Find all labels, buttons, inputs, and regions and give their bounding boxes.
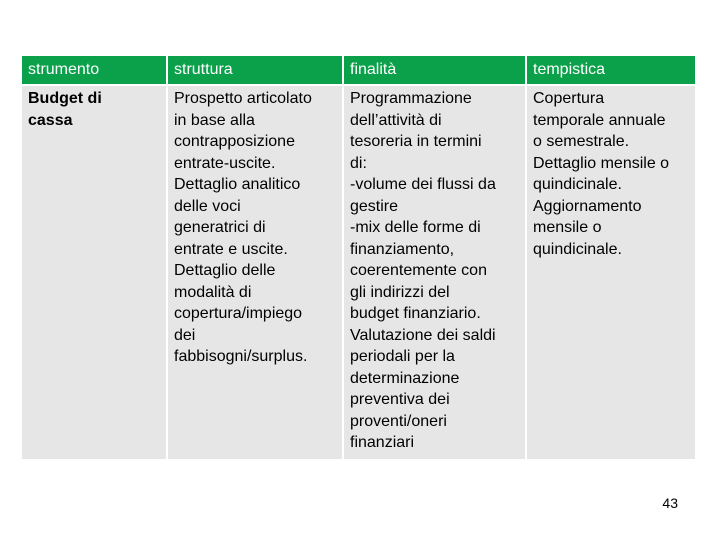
header-cell-strumento: strumento	[21, 55, 167, 85]
cell-tempistica: Copertura temporale annuale o semestrale. Dettaglio mensile o quindicinale. Aggiornamento mensile o quindicinale.	[526, 85, 696, 460]
header-cell-finalita: finalità	[343, 55, 526, 85]
header-cell-struttura: struttura	[167, 55, 343, 85]
cell-strumento: Budget di cassa	[21, 85, 167, 460]
cell-finalita: Programmazione dell’attività di tesoreria in termini di: -volume dei flussi da gestire -mix delle forme di finanziamento, coerentemente con gli indirizzi del budget finanziario. Valutazione dei saldi periodali per la determinazione preventiva dei proventi/oneri finanziari	[343, 85, 526, 460]
budget-table	[20, 54, 697, 461]
table-header-row	[21, 55, 696, 85]
header-cell-tempistica: tempistica	[526, 55, 696, 85]
cell-struttura: Prospetto articolato in base alla contrapposizione entrate-uscite. Dettaglio analitico delle voci generatrici di entrate e uscite. Dettaglio delle modalità di copertura/impiego dei fabbisogni/surplus.	[167, 85, 343, 460]
page-number: 43	[662, 495, 678, 511]
table-row	[21, 85, 696, 460]
